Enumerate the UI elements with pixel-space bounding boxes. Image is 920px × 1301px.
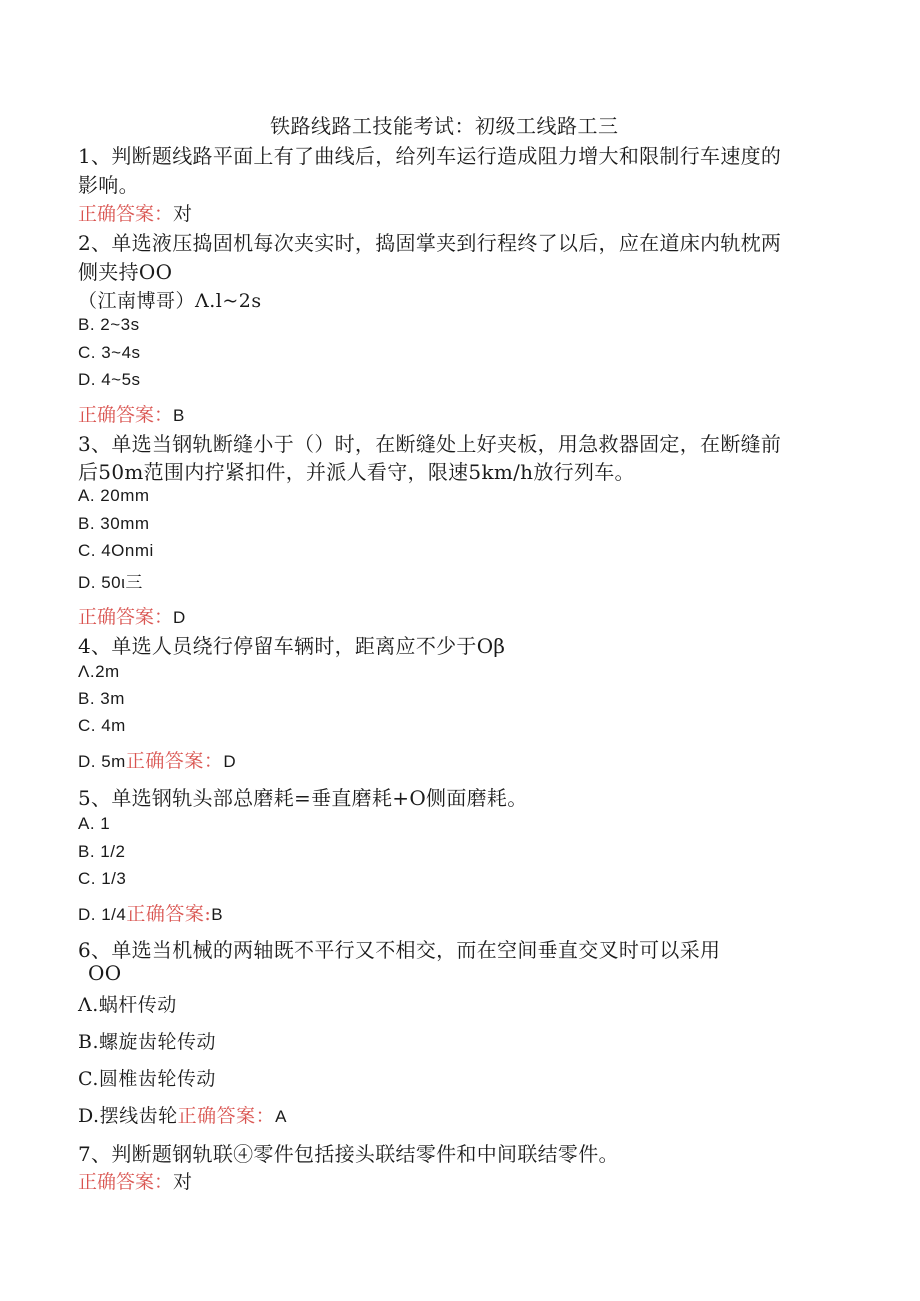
question-5-option-b: B. 1/2 — [78, 842, 126, 861]
answer-label: 正确答案: — [126, 903, 212, 925]
question-4-option-b: B. 3m — [78, 689, 125, 708]
answer-label: 正确答案： — [78, 1171, 174, 1193]
answer-value: D — [223, 752, 237, 771]
question-1-answer — [78, 199, 192, 226]
question-3-option-b: B. 30mm — [78, 514, 150, 533]
question-7-answer — [78, 1167, 192, 1194]
question-5-option-a: A. 1 — [78, 814, 111, 833]
question-5-option-d-with-answer — [78, 899, 223, 926]
question-2-text-cont: 侧夹持OO — [78, 260, 173, 284]
question-3-option-c: C. 4Onmi — [78, 541, 154, 560]
question-6-text-cont: OO — [88, 961, 122, 985]
question-2-option-a: （江南博哥）Λ.l~2s — [78, 290, 262, 312]
question-5-text: 5、单选钢轨头部总磨耗=垂直磨耗+O侧面磨耗。 — [78, 786, 528, 810]
question-4-text: 4、单选人员绕行停留车辆时，距离应不少于Oβ — [78, 634, 506, 658]
question-6-option-b: B.螺旋齿轮传动 — [78, 1031, 217, 1053]
question-3-answer — [78, 602, 185, 629]
question-5-option-d: D. 1/4 — [78, 905, 127, 924]
question-3-text: 3、单选当钢轨断缝小于（）时，在断缝处上好夹板，用急救器固定，在断缝前 — [78, 432, 782, 456]
question-5-option-c: C. 1/3 — [78, 869, 127, 888]
question-2-text: 2、单选液压捣固机每次夹实时，捣固掌夹到行程终了以后，应在道床内轨枕两 — [78, 231, 782, 255]
question-4-option-d: D. 5m — [78, 752, 126, 771]
question-6-option-c: C.圆椎齿轮传动 — [78, 1068, 216, 1090]
page-title: 铁路线路工技能考试：初级工线路工三 — [270, 114, 619, 138]
question-3-option-d: D. 50ι三 — [78, 573, 143, 592]
question-2-answer — [78, 400, 184, 427]
answer-value: 对 — [173, 1171, 193, 1193]
answer-label: 正确答案： — [177, 1105, 276, 1127]
answer-label: 正确答案： — [78, 203, 174, 225]
answer-value: B — [173, 406, 185, 425]
question-6-option-d-with-answer — [78, 1101, 287, 1128]
answer-label: 正确答案： — [125, 750, 224, 772]
answer-value: D — [173, 608, 186, 627]
question-3-text-cont: 后50m范围内拧紧扣件，并派人看守，限速5km∕h放行列车。 — [78, 460, 635, 484]
question-3-option-a: A. 20mm — [78, 486, 150, 505]
answer-value: A — [275, 1107, 287, 1126]
question-2-option-c: C. 3~4s — [78, 343, 141, 362]
answer-label: 正确答案： — [78, 404, 174, 426]
question-4-option-c: C. 4m — [78, 716, 126, 735]
question-7-text: 7、判断题钢轨联④零件包括接头联结零件和中间联结零件。 — [78, 1142, 619, 1166]
question-6-option-a: Λ.蜗杆传动 — [78, 994, 177, 1016]
question-4-option-a: Λ.2m — [78, 662, 120, 681]
answer-value: B — [211, 905, 224, 924]
answer-value: 对 — [173, 203, 193, 225]
question-2-option-d: D. 4~5s — [78, 370, 141, 389]
question-2-option-b: B. 2~3s — [78, 315, 140, 334]
question-1-text-cont: 影响。 — [78, 173, 139, 197]
answer-label: 正确答案： — [78, 606, 174, 628]
question-4-option-d-with-answer — [78, 746, 236, 773]
question-1-text: 1、判断题线路平面上有了曲线后，给列车运行造成阻力增大和限制行车速度的 — [78, 144, 782, 168]
question-6-text: 6、单选当机械的两轴既不平行又不相交，而在空间垂直交叉时可以采用 — [78, 938, 721, 962]
question-6-option-d: D.摆线齿轮 — [78, 1105, 178, 1127]
